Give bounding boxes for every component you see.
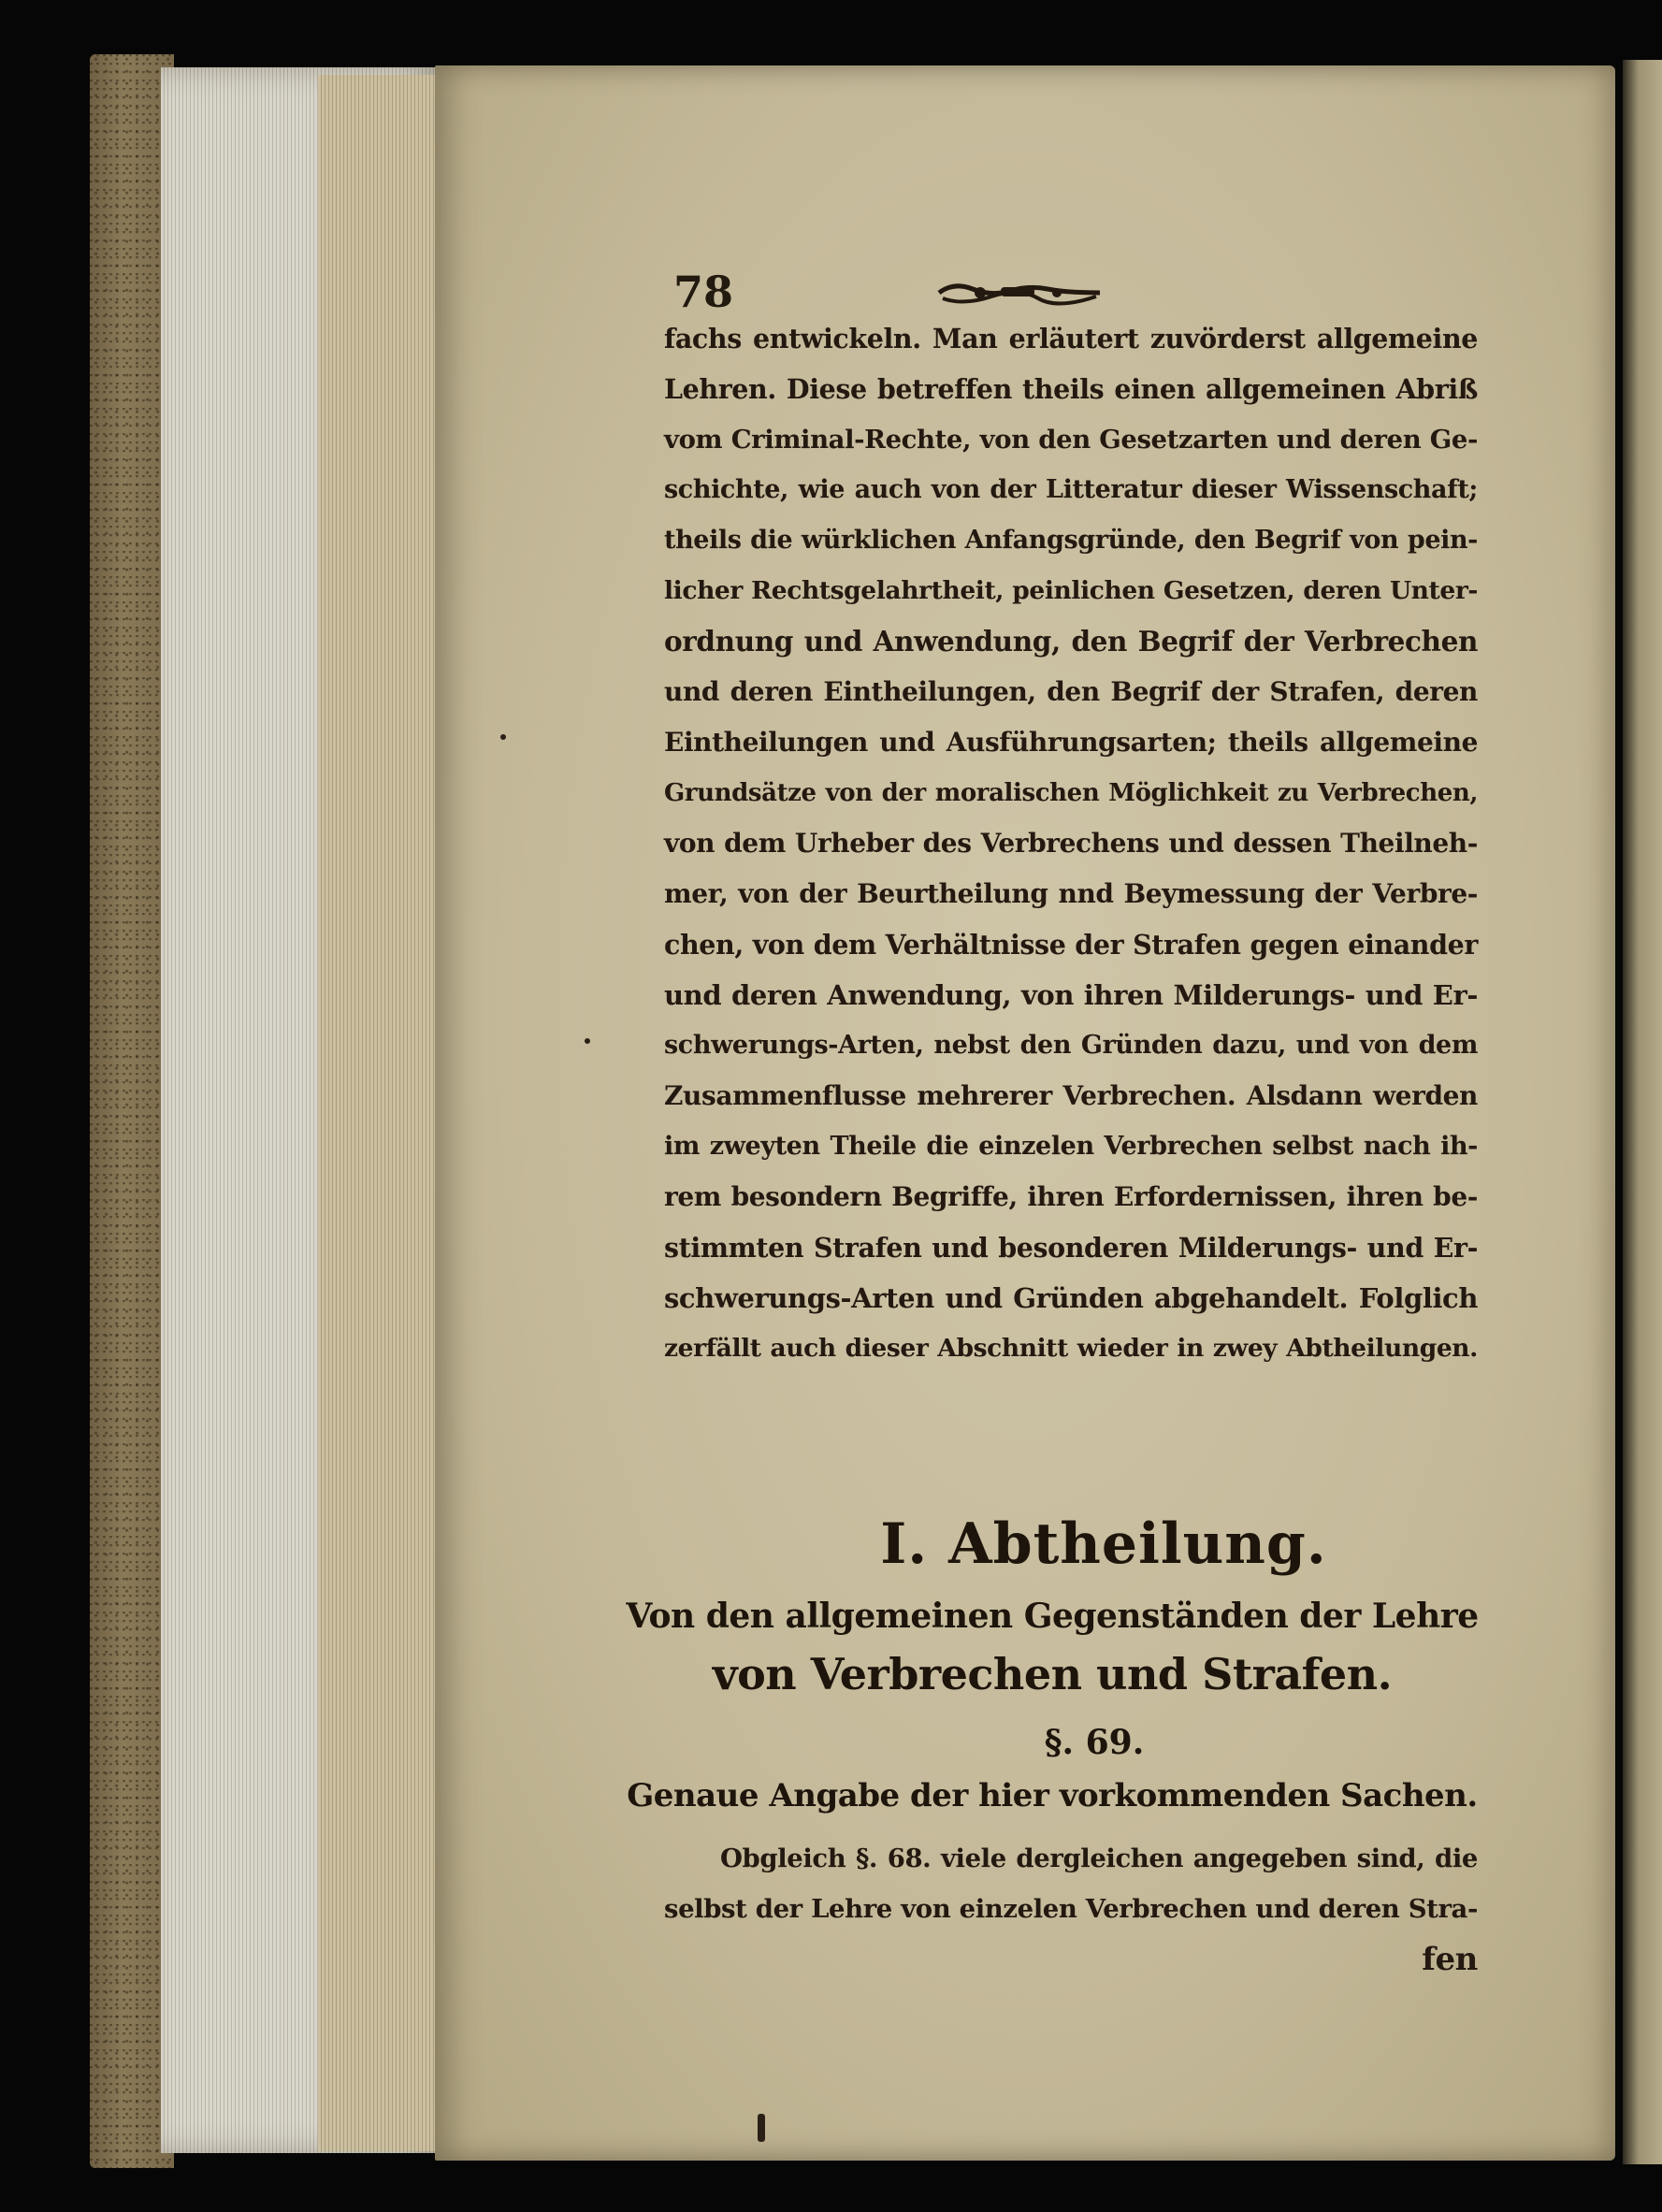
- body-line: Obgleich §. 68. viele dergleichen angegeben sind, die: [720, 1843, 1478, 1873]
- body-line: chen, von dem Verhältnisse der Strafen gegen einander: [664, 929, 1478, 961]
- section-heading: I. Abtheilung.: [880, 1511, 1327, 1577]
- section-title-line: Von den allgemeinen Gegenständen der Lehre: [626, 1597, 1479, 1636]
- facing-page-edge: [1623, 60, 1662, 2164]
- body-line: im zweyten Theile die einzelen Verbrechen selbst nach ih-: [664, 1132, 1478, 1161]
- body-line: schwerungs-Arten und Gründen abgehandelt. Folglich: [664, 1282, 1478, 1314]
- ornament-icon: [935, 278, 1104, 308]
- body-line: mer, von der Beurtheilung nnd Beymessung der Verbre-: [664, 878, 1478, 909]
- body-line: vom Criminal-Rechte, von den Gesetzarten und deren Ge-: [664, 425, 1478, 455]
- body-line: und deren Anwendung, von ihren Milderungs- und Er-: [664, 979, 1478, 1011]
- paragraph-text: [664, 1833, 1478, 1985]
- body-line: Lehren. Diese betreffen theils einen allgemeinen Abriß: [664, 373, 1478, 405]
- body-line: stimmten Strafen und besonderen Milderungs- und Er-: [664, 1232, 1478, 1264]
- catchword: fen: [1422, 1941, 1478, 1978]
- paragraph-number: §. 69.: [1044, 1723, 1145, 1762]
- section-heading-block: [622, 1501, 1482, 1823]
- body-line: zerfällt auch dieser Abschnitt wieder in zwey Abtheilungen.: [664, 1334, 1478, 1363]
- page-number: 78: [673, 267, 734, 317]
- body-line: schwerungs-Arten, nebst den Gründen dazu, und von dem: [664, 1031, 1478, 1060]
- body-line: ordnung und Anwendung, den Begrif der Verbrechen: [664, 625, 1478, 658]
- body-line: Eintheilungen und Ausführungsarten; theils allgemeine: [664, 727, 1478, 758]
- body-text: [664, 313, 1478, 1374]
- body-line: licher Rechtsgelahrtheit, peinlichen Gesetzen, deren Unter-: [664, 576, 1478, 605]
- margin-mark: [500, 734, 506, 740]
- margin-mark: [585, 1038, 590, 1044]
- body-line: rem besondern Begriffe, ihren Erfordernissen, ihren be-: [664, 1181, 1478, 1212]
- body-line: und deren Eintheilungen, den Begrif der Strafen, deren: [664, 676, 1478, 707]
- book-page: [435, 65, 1615, 2161]
- paragraph-subtitle: Genaue Angabe der hier vorkommenden Sachen.: [627, 1777, 1478, 1814]
- body-line: schichte, wie auch von der Litteratur dieser Wissenschaft;: [664, 475, 1478, 504]
- section-title-line: von Verbrechen und Strafen.: [712, 1649, 1393, 1699]
- page-block-inner-edges: [318, 75, 444, 2151]
- body-line: von dem Urheber des Verbrechens und dessen Theilneh-: [664, 828, 1478, 859]
- body-line: fachs entwickeln. Man erläutert zuvörderst allgemeine: [664, 323, 1478, 354]
- body-line: Grundsätze von der moralischen Möglichkeit zu Verbrechen,: [664, 779, 1478, 807]
- body-line: Zusammenflusse mehrerer Verbrechen. Alsdann werden: [664, 1080, 1478, 1111]
- body-line: selbst der Lehre von einzelen Verbrechen und deren Stra-: [664, 1894, 1478, 1924]
- body-line: theils die würklichen Anfangsgründe, den Begrif von pein-: [664, 526, 1478, 555]
- ink-smudge: [758, 2114, 765, 2142]
